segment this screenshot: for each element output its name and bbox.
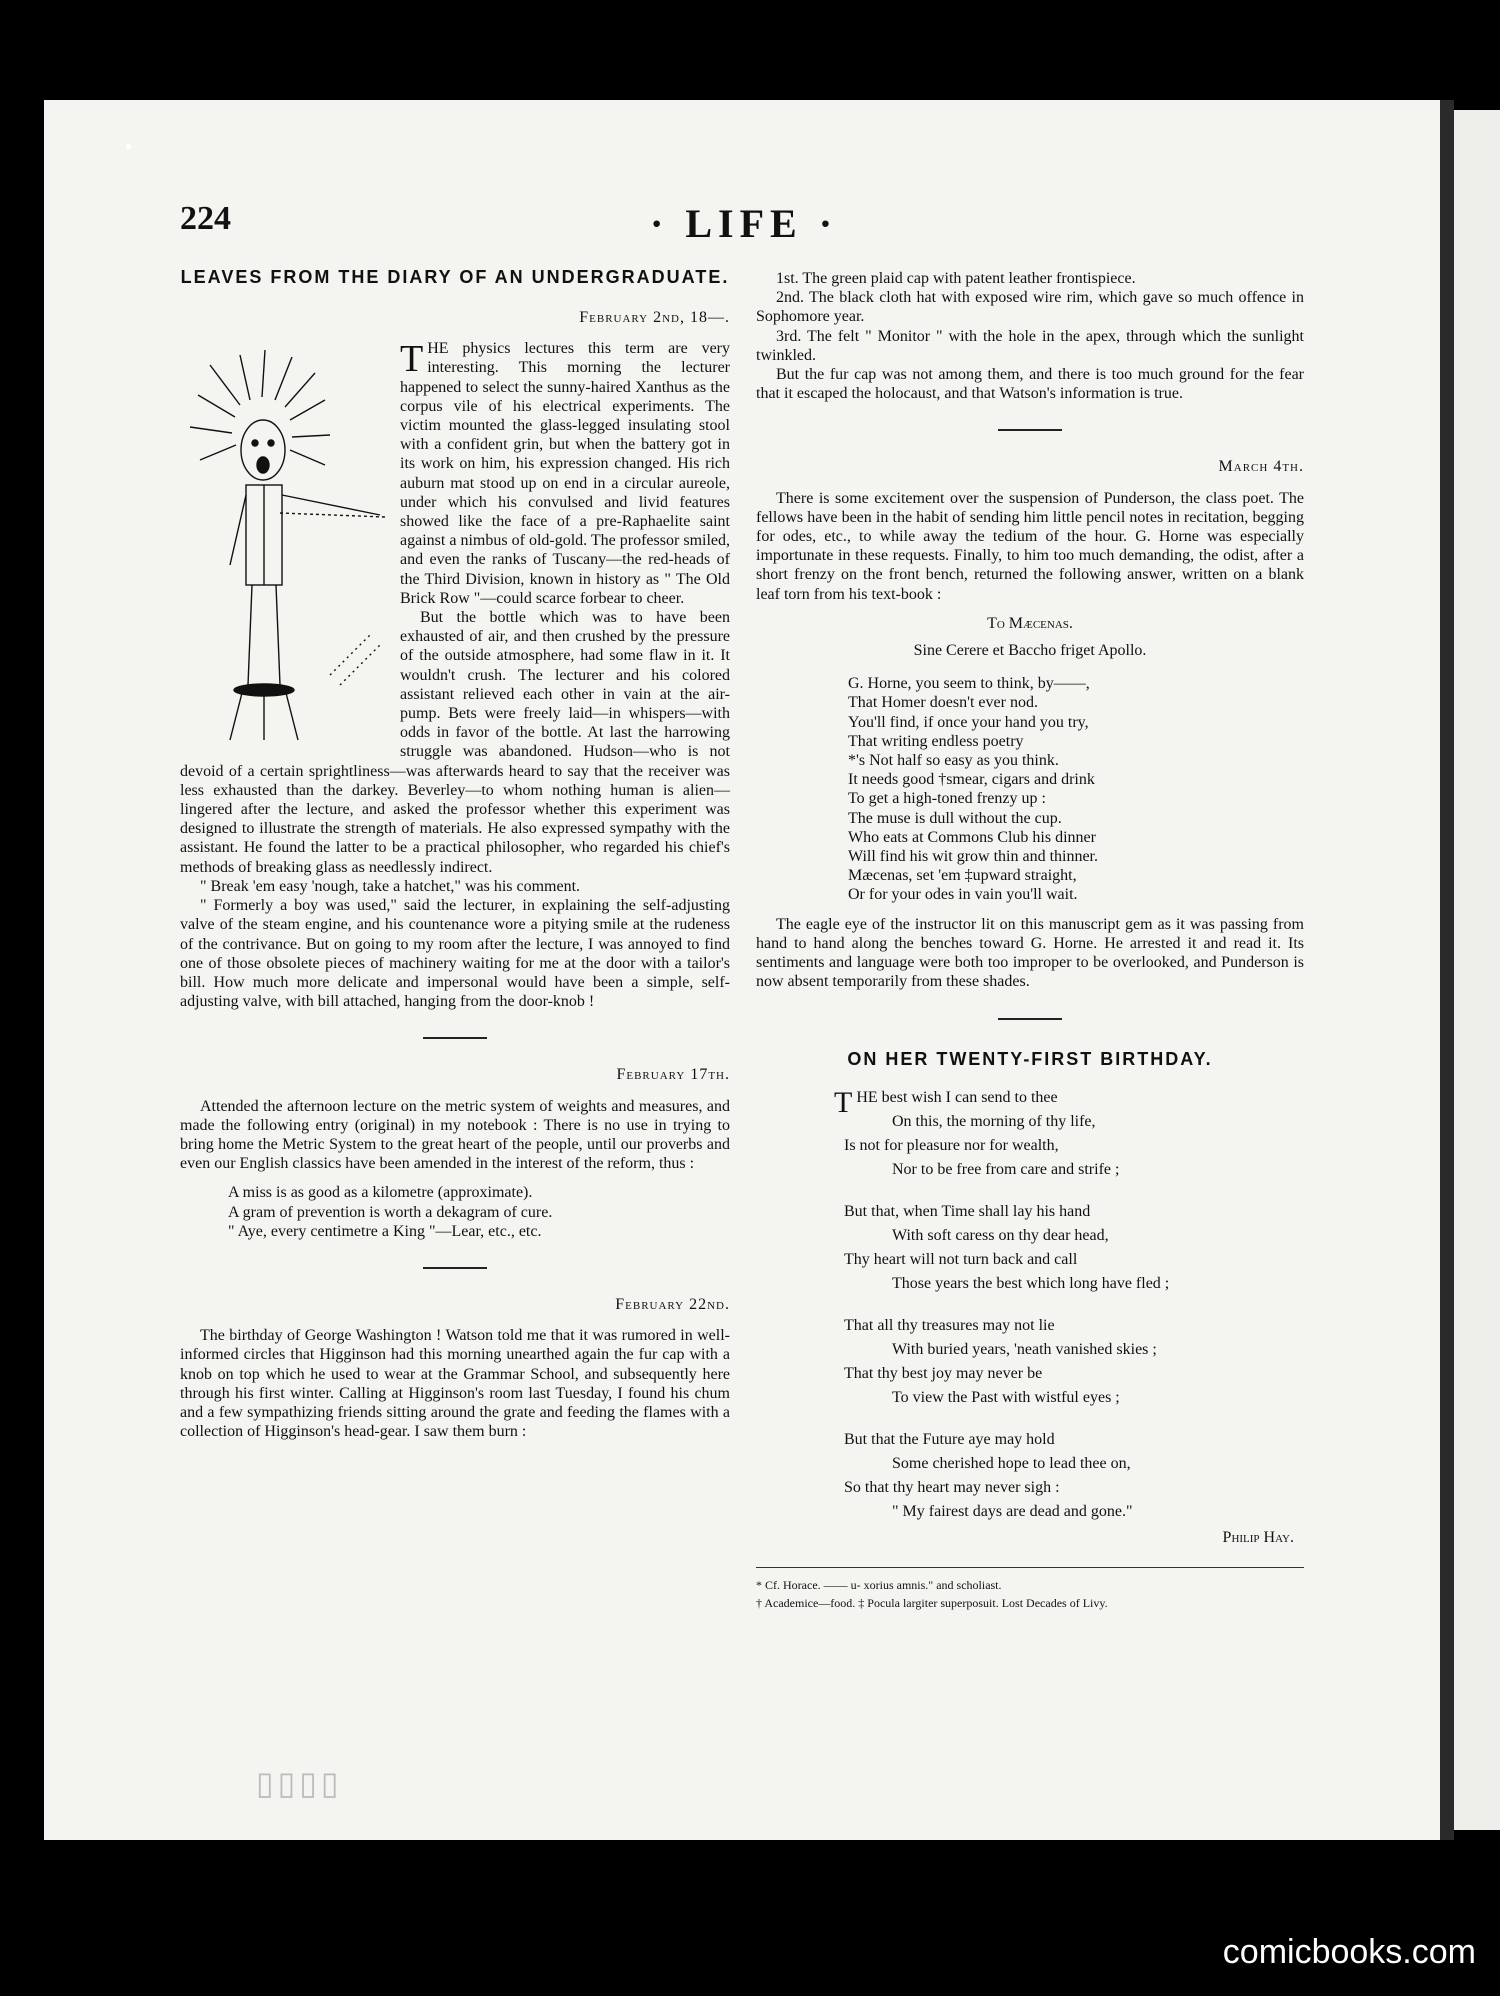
poem-line: It needs good †smear, cigars and drink bbox=[848, 771, 1095, 789]
stanza bbox=[844, 1200, 1304, 1296]
section-divider bbox=[998, 429, 1062, 431]
metric-proverbs bbox=[228, 1183, 730, 1241]
poem-line: Some cherished hope to lead thee on, bbox=[892, 1454, 1131, 1472]
section-divider bbox=[998, 1018, 1062, 1020]
paragraph: There is some excitement over the suspension of Punderson, the class poet. The fellows have been in the habit of sending him little pencil notes in recitation, begging for odes, etc., to while away the tedium of the hour. G. Horne was especially importunate in these requests. Finally, to him too much demanding, the odist, after a short frenzy on the front bench, returned the following answer, written on a blank leaf torn from his text-book : bbox=[756, 489, 1304, 603]
article-title: LEAVES FROM THE DIARY OF AN UNDERGRADUATE. bbox=[180, 267, 730, 287]
list-item: 2nd. The black cloth hat with exposed wire rim, which gave so much offence in Sophomore year. bbox=[756, 289, 1304, 326]
poem-line: G. Horne, you seem to think, by——, bbox=[848, 675, 1090, 693]
poem-heading: ON HER TWENTY-FIRST BIRTHDAY. bbox=[847, 1048, 1213, 1069]
poem-line: Nor to be free from care and strife ; bbox=[892, 1160, 1120, 1178]
list-item: 3rd. The felt " Monitor " with the hole in the apex, through which the sunlight twinkled. bbox=[756, 327, 1304, 364]
paragraph: The birthday of George Washington ! Watson told me that it was rumored in well-informed circles that Higginson had this morning unearthed again the fur cap with a knob on top which he used to wear at the Grammar School, and subsequently here through his first winter. Calling at Higginson's room last Tuesday, I found his chum and a few sympathizing friends sitting around the grate and feeding the flames with a collection of Higginson's head-gear. I saw them burn : bbox=[180, 1327, 730, 1441]
paragraph: But the bottle which was to have been exhausted of air, and then crushed by the pressure of the outside atmosphere, had some flaw in it. It wouldn't crush. The lecturer and his colored assistant relieved each other in vain at the air-pump. Bets were freely laid—in whispers—with odds in favor of the bottle. At last the harrowing struggle was abandoned. Hudson—who is not devoid of a certain sprightliness—was afterwards heard to say that the receiver was less exhausted than the darkey. Beverley—to whom nothing human is alien—lingered after the lecture, and asked the professor whether this experiment was designed to illustrate the strength of materials. He also expressed sympathy with the assistant. He found the latter to be a practical philosopher, who regarded his chief's methods of breaking glass as needlessly indirect. bbox=[180, 609, 730, 876]
entry-date: February 2nd, 18—. bbox=[579, 309, 730, 326]
poem-line: To get a high-toned frenzy up : bbox=[848, 790, 1046, 808]
maecenas-poem bbox=[848, 674, 1304, 904]
poem-line: " My fairest days are dead and gone." bbox=[892, 1502, 1133, 1520]
poem-line: That writing endless poetry bbox=[848, 732, 1024, 750]
poem-line: With buried years, 'neath vanished skies ; bbox=[892, 1340, 1157, 1358]
footnote: † Academice—food. ‡ Pocula largiter superposuit. Lost Decades of Livy. bbox=[756, 1595, 1108, 1610]
poem-line: With soft caress on thy dear head, bbox=[892, 1226, 1109, 1244]
paragraph: HE physics lectures this term are very interesting. This morning the lecturer happened to select the sunny-haired Xanthus as the corpus vile of his electrical experiments. The victim mounted the glass-legged insulating stool with a confident grin, but when the battery got in its work on him, his expression changed. His rich auburn mat stood up on end in a circular aureole, under which his convulsed and livid features showed like the face of a pre-Raphaelite saint against a nimbus of old-gold. The professor smiled, and even the ranks of Tuscany—the red-heads of the Third Division, known in history as " The Old Brick Row "—could scarce forbear to cheer. bbox=[400, 340, 730, 607]
poem-line: Mæcenas, set 'em ‡upward straight, bbox=[848, 867, 1077, 885]
stanza bbox=[844, 1314, 1304, 1410]
poem-line: But that, when Time shall lay his hand bbox=[844, 1202, 1091, 1220]
stamp-smudge: ▯▯▯▯ bbox=[256, 1765, 343, 1801]
paragraph: Attended the afternoon lecture on the metric system of weights and measures, and made the following entry (original) in my notebook : There is no use in trying to bring home the Metric System to the great heart of the people, until our proverbs and even our English classics have been amended in the interest of the reform, thus : bbox=[180, 1097, 730, 1173]
birthday-poem bbox=[834, 1085, 1304, 1524]
poem-line: But that the Future aye may hold bbox=[844, 1430, 1055, 1448]
page-gutter bbox=[1440, 100, 1454, 1840]
page-number: 224 bbox=[180, 200, 231, 237]
poem-line: That all thy treasures may not lie bbox=[844, 1316, 1055, 1334]
poem-line: To view the Past with wistful eyes ; bbox=[892, 1388, 1120, 1406]
poem-line: That thy best joy may never be bbox=[844, 1364, 1043, 1382]
poem-line: So that thy heart may never sigh : bbox=[844, 1478, 1060, 1496]
poem-line: Those years the best which long have fled ; bbox=[892, 1274, 1170, 1292]
poem-line: You'll find, if once your hand you try, bbox=[848, 713, 1089, 731]
scan-speck bbox=[126, 144, 131, 149]
left-column bbox=[180, 264, 730, 1441]
paragraph: " Break 'em easy 'nough, take a hatchet," was his comment. bbox=[200, 877, 581, 895]
masthead: · LIFE · bbox=[650, 201, 839, 246]
student-electrified-illustration bbox=[180, 345, 390, 745]
author-signature: Philip Hay. bbox=[1222, 1528, 1294, 1546]
list-item: 1st. The green plaid cap with patent leather frontispiece. bbox=[776, 270, 1136, 287]
facing-page-edge bbox=[1454, 110, 1500, 1830]
poem-line: Or for your odes in vain you'll wait. bbox=[848, 886, 1078, 904]
footnotes bbox=[756, 1567, 1304, 1612]
stanza bbox=[834, 1085, 1304, 1182]
poem-line: The muse is dull without the cup. bbox=[848, 809, 1062, 827]
poem-line: On this, the morning of thy life, bbox=[892, 1112, 1096, 1130]
paragraph: " Formerly a boy was used," said the lecturer, in explaining the self-adjusting valve of the steam engine, and his countenance wore a pitying smile at the rudeness of the contrivance. But on going to my room after the lecture, I was annoyed to find one of those obsolete pieces of machinery waiting for me at the door with a tailor's bill. How much more delicate and impersonal would have been a simple, self-adjusting valve, with bill attached, hanging from the door-knob ! bbox=[180, 897, 730, 1011]
footnote: * Cf. Horace. —— u- xorius amnis." and scholiast. bbox=[756, 1577, 1002, 1592]
poem-line: Thy heart will not turn back and call bbox=[844, 1250, 1078, 1268]
proverb-line: A miss is as good as a kilometre (approximate). bbox=[228, 1184, 533, 1202]
poem-line: Is not for pleasure nor for wealth, bbox=[844, 1136, 1059, 1154]
entry-date: February 17th. bbox=[616, 1066, 730, 1084]
entry-date: February 22nd. bbox=[615, 1295, 730, 1313]
paragraph: The eagle eye of the instructor lit on this manuscript gem as it was passing from hand to hand along the benches toward G. Horne. He arrested it and read it. Its sentiments and language were both too improper to be overlooked, and Punderson is now absent temporarily from these shades. bbox=[756, 915, 1304, 991]
poem-line: That Homer doesn't ever nod. bbox=[848, 694, 1038, 712]
paragraph: But the fur cap was not among them, and there is too much ground for the fear that it escaped the holocaust, and that Watson's information is true. bbox=[756, 366, 1304, 403]
proverb-line: A gram of prevention is worth a dekagram of cure. bbox=[228, 1203, 553, 1221]
entry-date: March 4th. bbox=[1218, 458, 1304, 476]
drop-cap: T bbox=[400, 338, 424, 381]
proverb-line: " Aye, every centimetre a King "—Lear, etc., etc. bbox=[228, 1222, 542, 1240]
site-watermark: comicbooks.com bbox=[1222, 1933, 1476, 1971]
poem-epigraph: Sine Cerere et Baccho friget Apollo. bbox=[913, 642, 1147, 660]
section-divider bbox=[423, 1037, 487, 1039]
right-column bbox=[756, 269, 1304, 1612]
section-divider bbox=[423, 1267, 487, 1269]
drop-cap: T bbox=[834, 1085, 853, 1119]
poem-title: To Mæcenas. bbox=[987, 614, 1073, 632]
stanza bbox=[844, 1428, 1304, 1524]
poem-line: Will find his wit grow thin and thinner. bbox=[848, 848, 1098, 866]
poem-line: *'s Not half so easy as you think. bbox=[848, 752, 1059, 770]
poem-line: Who eats at Commons Club his dinner bbox=[848, 828, 1096, 846]
poem-line: HE best wish I can send to thee bbox=[856, 1088, 1058, 1106]
